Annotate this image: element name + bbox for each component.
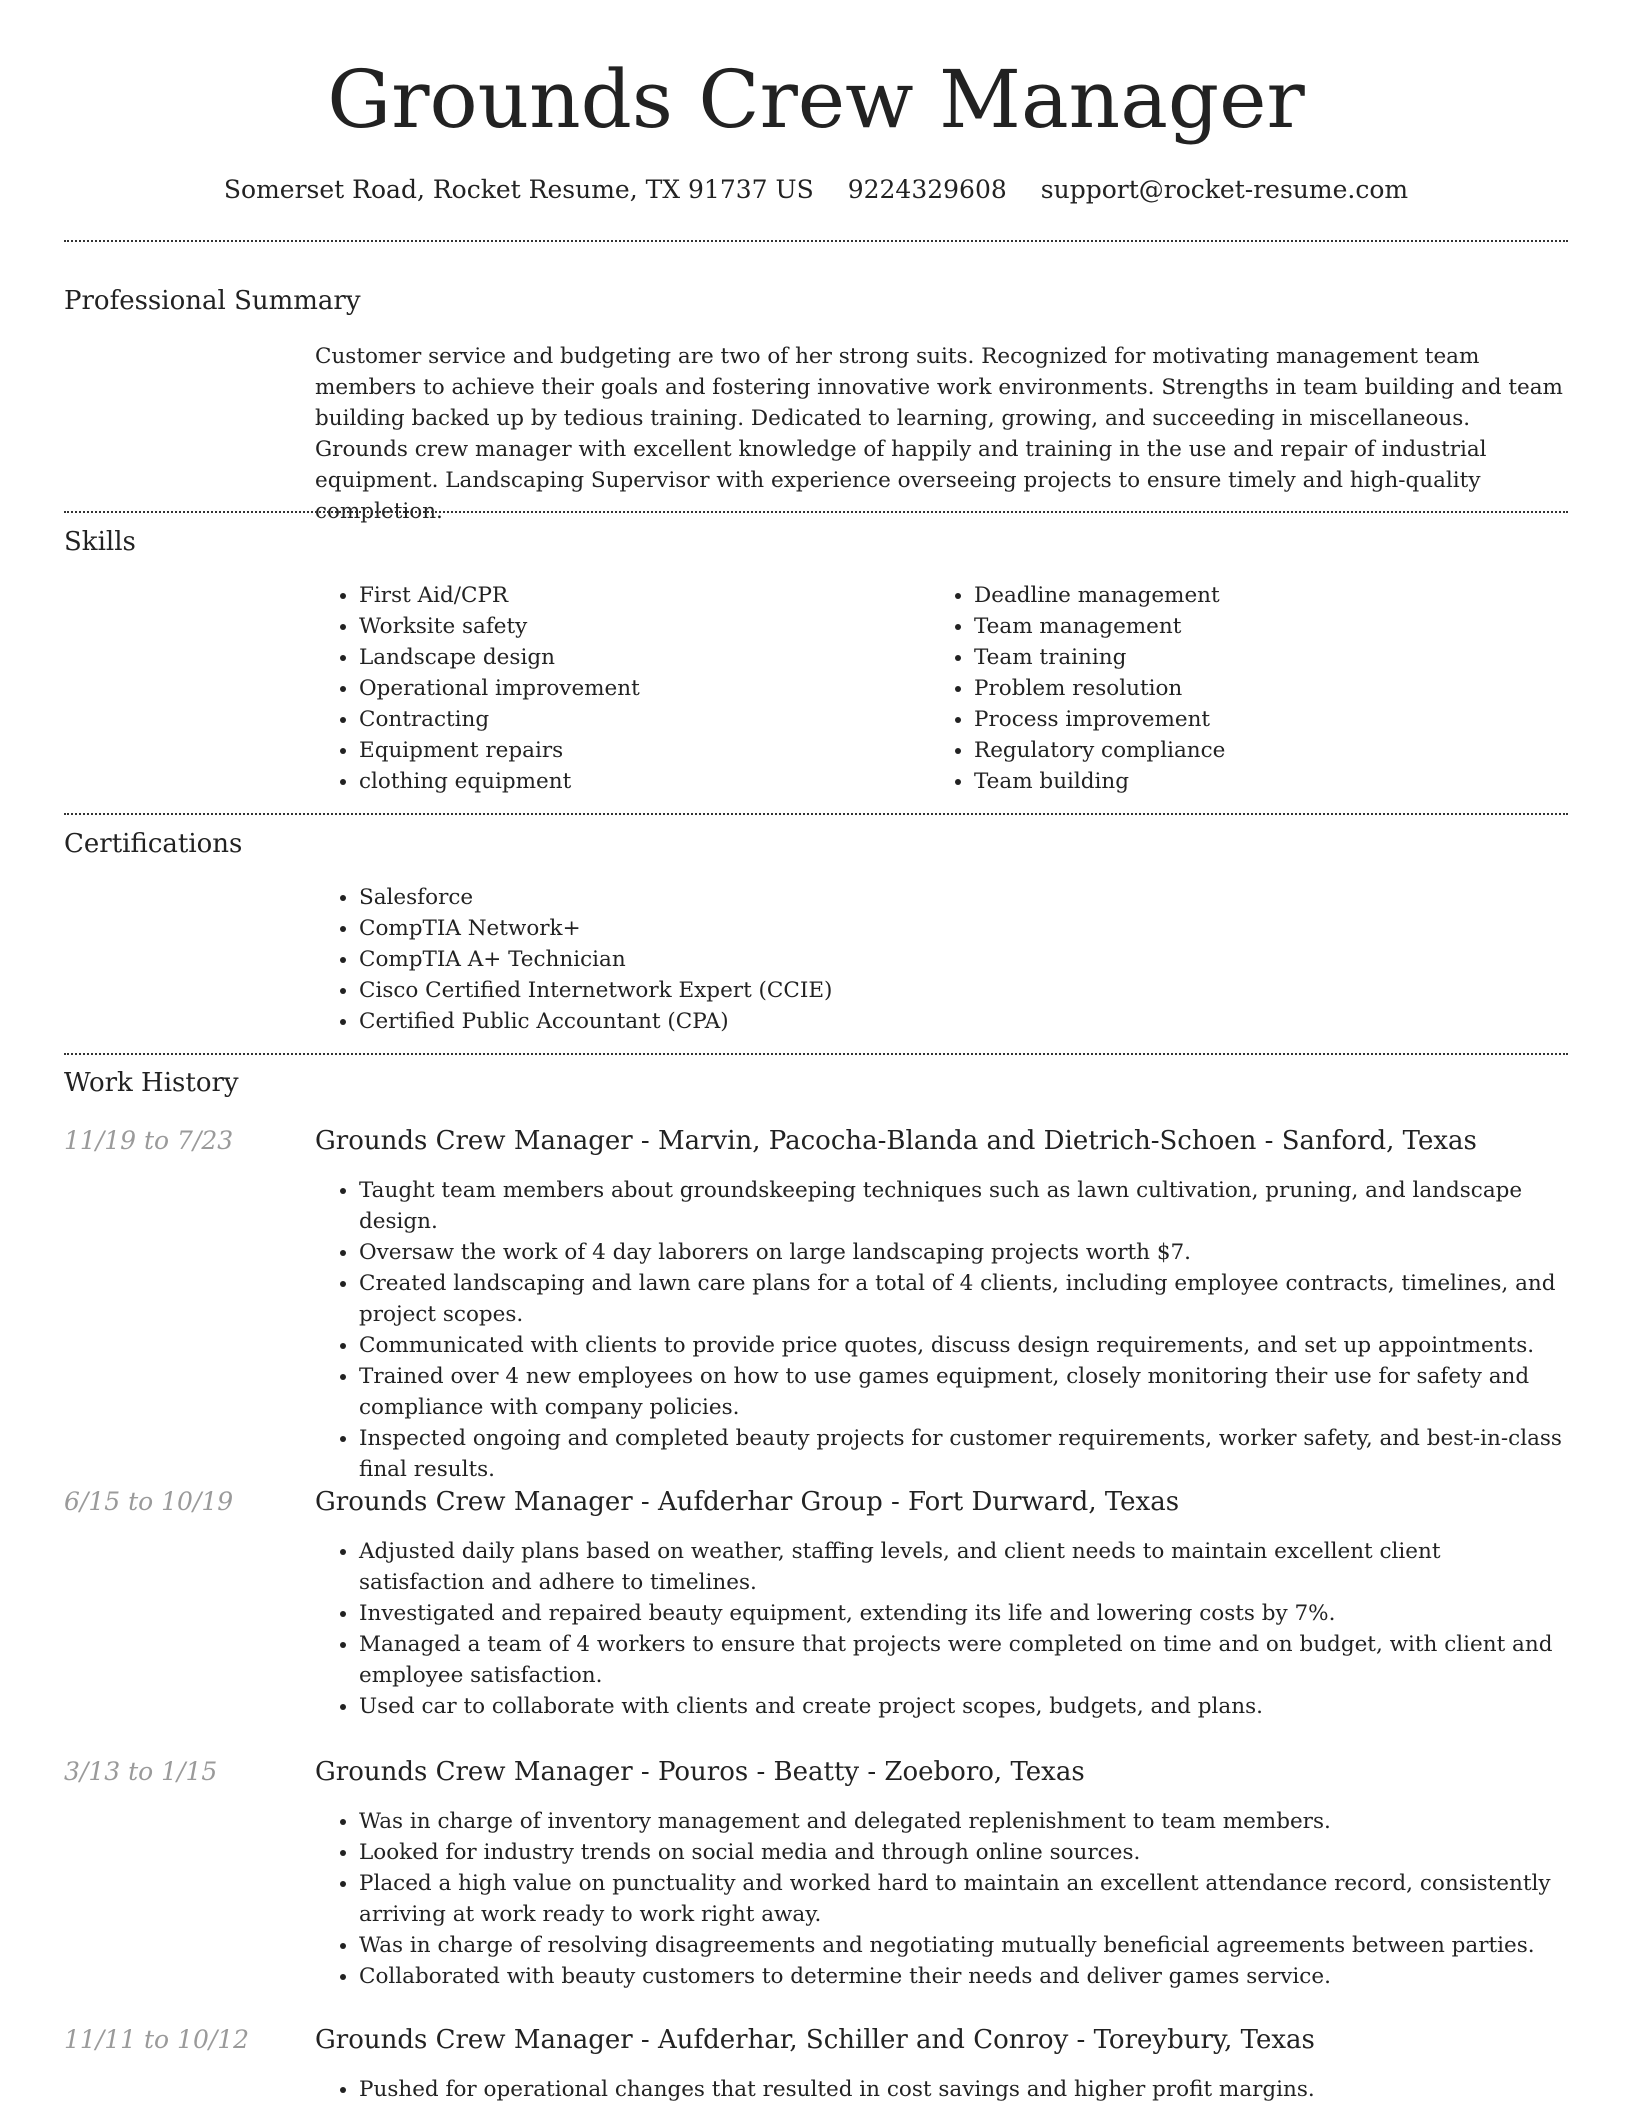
- section-title-certifications: Certifications: [64, 829, 243, 859]
- list-item: • Team training: [974, 642, 1574, 673]
- skills-list-right: [930, 580, 1574, 797]
- job-bullets: [315, 1806, 1567, 1992]
- section-title-skills: Skills: [64, 527, 136, 557]
- list-item: • First Aid/CPR: [359, 580, 929, 611]
- list-item: • Contracting: [359, 704, 929, 735]
- divider: [64, 813, 1568, 815]
- list-item: • Was in charge of resolving disagreements and negotiating mutually beneficial agreements between parties.: [359, 1930, 1567, 1961]
- job-bullets: [315, 1536, 1567, 1722]
- list-item: • Worksite safety: [359, 611, 929, 642]
- list-item: • Salesforce: [359, 882, 1611, 913]
- resume-name: Grounds Crew Manager: [327, 53, 1305, 146]
- list-item: • Adjusted daily plans based on weather, staffing levels, and client needs to maintain excellent client satisfaction and adhere to timelines.: [359, 1536, 1567, 1598]
- divider: [64, 511, 1568, 513]
- list-item: • Placed a high value on punctuality and worked hard to maintain an excellent attendance record, consistently arriving at work ready to work right away.: [359, 1868, 1567, 1930]
- list-item: • clothing equipment: [359, 766, 929, 797]
- list-item: • Process improvement: [974, 704, 1574, 735]
- certifications-list: [315, 882, 1611, 1037]
- list-item: • Cisco Certified Internetwork Expert (CCIE): [359, 975, 1611, 1006]
- section-title-summary: Professional Summary: [64, 286, 361, 316]
- list-item: • Deadline management: [974, 580, 1574, 611]
- section-title-work-history: Work History: [64, 1068, 239, 1098]
- list-item: • Managed a team of 4 workers to ensure that projects were completed on time and on budget, with client and employee satisfaction.: [359, 1629, 1567, 1691]
- contact-line: [0, 170, 1632, 210]
- list-item: • Inspected ongoing and completed beauty projects for customer requirements, worker safety, and best-in-class final results.: [359, 1423, 1567, 1485]
- contact-address: Somerset Road, Rocket Resume, TX 91737 US: [223, 175, 814, 204]
- divider: [64, 1053, 1568, 1055]
- job-title: Grounds Crew Manager - Aufderhar, Schiller and Conroy - Toreybury, Texas: [315, 2025, 1315, 2055]
- list-item: • Used car to collaborate with clients and create project scopes, budgets, and plans.: [359, 1691, 1567, 1722]
- list-item: • Was in charge of inventory management and delegated replenishment to team members.: [359, 1806, 1567, 1837]
- list-item: • Communicated with clients to provide price quotes, discuss design requirements, and set up appointments.: [359, 1330, 1567, 1361]
- contact-email: support@rocket-resume.com: [1040, 175, 1409, 204]
- list-item: • Team building: [974, 766, 1574, 797]
- list-item: • Regulatory compliance: [974, 735, 1574, 766]
- list-item: • Taught team members about groundskeeping techniques such as lawn cultivation, pruning, and landscape design.: [359, 1175, 1567, 1237]
- summary-text: Customer service and budgeting are two of her strong suits. Recognized for motivating management team members to achieve their goals and fostering innovative work environments. Strengths in team building and team building backed up by tedious training. Dedicated to learning, growing, and succeeding in miscellaneous. Grounds crew manager with excellent knowledge of happily and training in the use and repair of industrial equipment. Landscaping Supervisor with experience overseeing projects to ensure timely and high-quality completion.: [315, 344, 1563, 524]
- job-bullets: [315, 2074, 1567, 2105]
- list-item: • Trained over 4 new employees on how to use games equipment, closely monitoring their use for safety and compliance with company policies.: [359, 1361, 1567, 1423]
- list-item: • Oversaw the work of 4 day laborers on large landscaping projects worth $7.: [359, 1237, 1567, 1268]
- list-item: • CompTIA A+ Technician: [359, 944, 1611, 975]
- list-item: • Operational improvement: [359, 673, 929, 704]
- list-item: • Problem resolution: [974, 673, 1574, 704]
- job-title: Grounds Crew Manager - Marvin, Pacocha-Blanda and Dietrich-Schoen - Sanford, Texas: [315, 1126, 1477, 1156]
- job-date: 3/13 to 1/15: [64, 1757, 218, 1786]
- job-title: Grounds Crew Manager - Aufderhar Group - Fort Durward, Texas: [315, 1487, 1180, 1517]
- list-item: • Pushed for operational changes that resulted in cost savings and higher profit margins.: [359, 2074, 1567, 2105]
- contact-phone: 9224329608: [847, 175, 1007, 204]
- skills-list-left: [315, 580, 929, 797]
- job-date: 11/11 to 10/12: [64, 2025, 250, 2054]
- job-date: 6/15 to 10/19: [64, 1487, 234, 1516]
- list-item: • Certified Public Accountant (CPA): [359, 1006, 1611, 1037]
- divider: [64, 240, 1568, 242]
- job-title: Grounds Crew Manager - Pouros - Beatty - Zoeboro, Texas: [315, 1757, 1085, 1787]
- list-item: • Equipment repairs: [359, 735, 929, 766]
- list-item: • Team management: [974, 611, 1574, 642]
- list-item: • Investigated and repaired beauty equipment, extending its life and lowering costs by 7%.: [359, 1598, 1567, 1629]
- list-item: • Collaborated with beauty customers to determine their needs and deliver games service.: [359, 1961, 1567, 1992]
- list-item: • Created landscaping and lawn care plans for a total of 4 clients, including employee contracts, timelines, and project scopes.: [359, 1268, 1567, 1330]
- job-date: 11/19 to 7/23: [64, 1126, 234, 1155]
- list-item: • Landscape design: [359, 642, 929, 673]
- list-item: • CompTIA Network+: [359, 913, 1611, 944]
- list-item: • Looked for industry trends on social media and through online sources.: [359, 1837, 1567, 1868]
- job-bullets: [315, 1175, 1567, 1485]
